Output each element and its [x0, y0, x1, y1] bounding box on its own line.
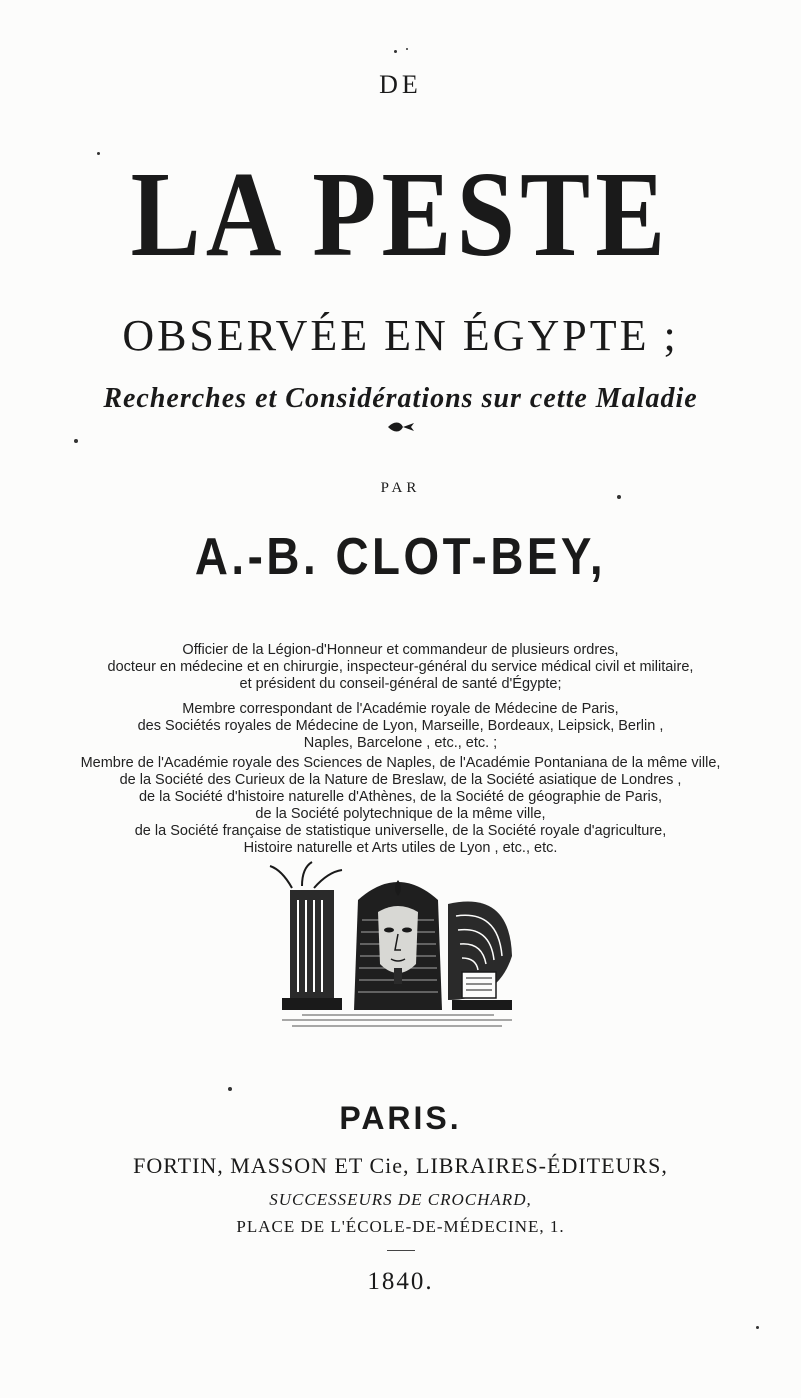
- scan-speck: [756, 1326, 759, 1329]
- scan-speck: [617, 495, 621, 499]
- scan-speck: [394, 50, 397, 53]
- credential-line: Histoire naturelle et Arts utiles de Lyon , etc., etc.: [243, 840, 558, 856]
- scan-speck: [406, 48, 408, 50]
- fleuron-ornament-icon: [386, 420, 416, 434]
- by-label: PAR: [380, 480, 421, 496]
- publisher-line: FORTIN, MASSON ET Cie, LIBRAIRES-ÉDITEURS,: [133, 1153, 668, 1178]
- credential-line: des Sociétés royales de Médecine de Lyon, Marseille, Bordeaux, Leipsick, Berlin ,: [137, 718, 664, 734]
- publication-year: 1840.: [367, 1268, 434, 1295]
- scan-speck: [97, 152, 100, 155]
- egyptian-pharaoh-vignette: [262, 860, 534, 1032]
- separator-rule: [387, 1250, 415, 1251]
- credential-line: de la Société des Curieux de la Nature de Breslaw, de la Société asiatique de Londres ,: [119, 772, 682, 788]
- author-name: A.-B. CLOT-BEY,: [194, 528, 607, 586]
- credential-line: Membre correspondant de l'Académie royale de Médecine de Paris,: [182, 701, 619, 717]
- credential-line: Naples, Barcelone , etc., etc. ;: [303, 735, 498, 751]
- successor-line: SUCCESSEURS DE CROCHARD,: [269, 1190, 532, 1209]
- credential-line: de la Société polytechnique de la même ville,: [255, 806, 546, 822]
- credential-line: et président du conseil-général de santé d'Égypte;: [239, 676, 562, 692]
- publication-city: PARIS.: [339, 1100, 462, 1136]
- credential-line: Membre de l'Académie royale des Sciences de Naples, de l'Académie Pontaniana de la même ville,: [80, 755, 721, 771]
- scan-speck: [228, 1087, 232, 1091]
- title-prefix: DE: [379, 70, 422, 99]
- scan-speck: [74, 439, 78, 443]
- credential-line: de la Société française de statistique universelle, de la Société royale d'agriculture,: [134, 823, 667, 839]
- credential-line: Officier de la Légion-d'Honneur et commandeur de plusieurs ordres,: [182, 642, 619, 658]
- credential-line: de la Société d'histoire naturelle d'Athènes, de la Société de géographie de Paris,: [138, 789, 663, 805]
- publisher-address: PLACE DE L'ÉCOLE-DE-MÉDECINE, 1.: [236, 1217, 565, 1236]
- main-title: LA PESTE: [130, 147, 671, 282]
- credential-line: docteur en médecine et en chirurgie, inspecteur-général du service médical civil et militaire,: [107, 659, 694, 675]
- research-subtitle: Recherches et Considérations sur cette Maladie: [103, 383, 698, 414]
- subtitle: OBSERVÉE EN ÉGYPTE ;: [122, 311, 679, 360]
